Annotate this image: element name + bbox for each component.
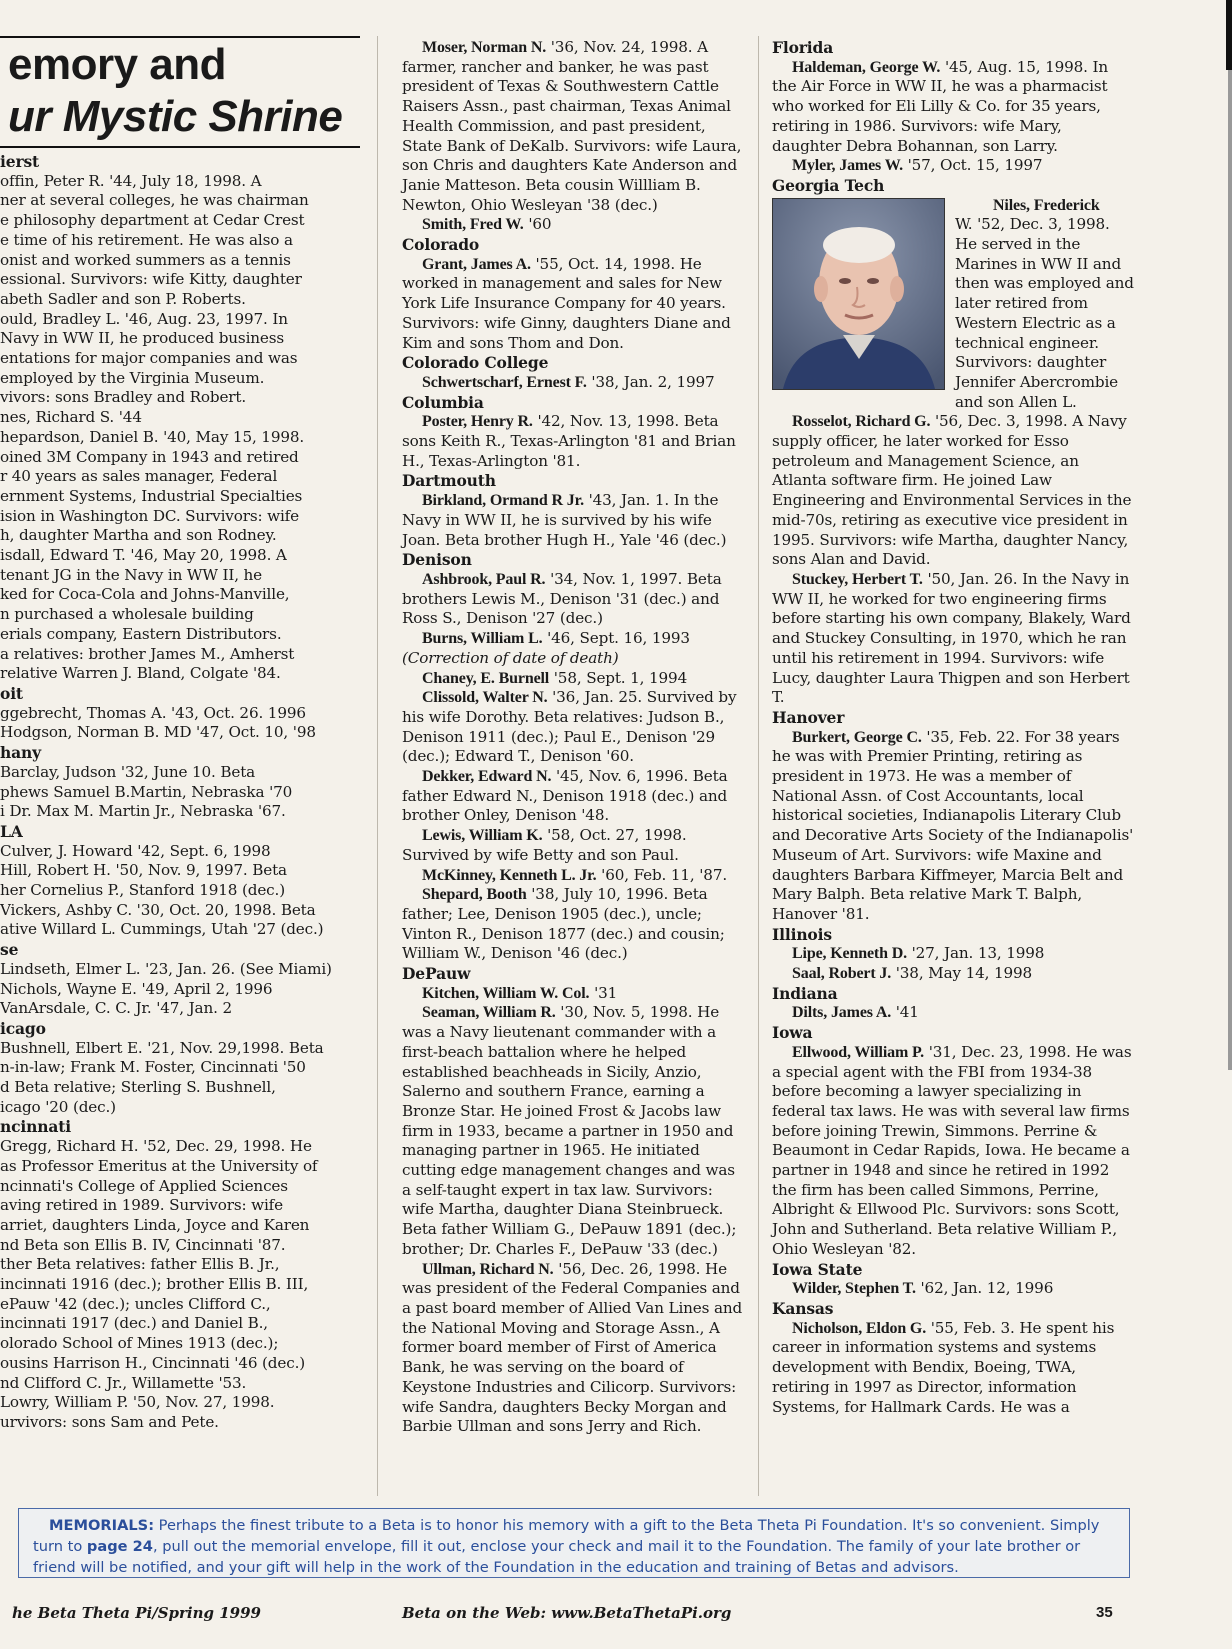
entry-name: Poster, Henry R. xyxy=(422,413,533,431)
entry-name: Rosselot, Richard G. xyxy=(792,413,931,431)
cropped-line: abeth Sadler and son P. Roberts. xyxy=(0,289,246,308)
footer-web: Beta on the Web: www.BetaThetaPi.org xyxy=(402,1604,732,1622)
entry-name: Burkert, George C. xyxy=(792,728,922,746)
entry-name: Haldeman, George W. xyxy=(792,58,941,76)
cropped-line: offin, Peter R. '44, July 18, 1998. A xyxy=(0,171,262,190)
obituary-entry xyxy=(772,1043,1134,1260)
header-title-line1: emory and xyxy=(8,40,227,89)
header-rule-bottom xyxy=(0,146,360,148)
section-heading: Iowa State xyxy=(772,1259,863,1279)
cropped-line: i Dr. Max M. Martin Jr., Nebraska '67. xyxy=(0,802,286,821)
entry-name: Smith, Fred W. xyxy=(422,216,524,234)
cropped-line: Vickers, Ashby C. '30, Oct. 20, 1998. Beta xyxy=(0,900,316,919)
obituary-entry xyxy=(772,1003,1134,1023)
cropped-line: ncinnati's College of Applied Sciences xyxy=(0,1176,288,1195)
entry-text: '60, Feb. 11, '87. xyxy=(596,865,728,884)
section-heading: Florida xyxy=(772,38,834,57)
section-heading: Columbia xyxy=(402,392,484,412)
section-heading: Colorado xyxy=(402,235,480,255)
memorial-page-ref: page 24 xyxy=(86,1538,153,1555)
entry-text: '43, Jan. 1. In the Navy in WW II, he is survived by his wife Joan. Beta brother Hugh H., Yale '46 (dec.) xyxy=(402,491,727,549)
entry-name: Grant, James A. xyxy=(422,255,531,273)
cropped-line: employed by the Virginia Museum. xyxy=(0,368,265,387)
memorial-text-1: Perhaps the finest tribute to a Beta is to honor his memory with a gift to the Beta Theta Pi Foundation. It's so convenient. Simply turn to xyxy=(33,1517,1100,1555)
column-3 xyxy=(772,38,1134,1417)
entry-name: Birkland, Ormand R Jr. xyxy=(422,492,584,510)
obituary-entry xyxy=(402,215,746,235)
cropped-line: a relatives: brother James M., Amherst xyxy=(0,644,295,663)
cropped-line: n-in-law; Frank M. Foster, Cincinnati '50 xyxy=(0,1058,306,1077)
cropped-line: ner at several colleges, he was chairman xyxy=(0,191,309,210)
obituary-entry xyxy=(402,1260,746,1437)
cropped-line: ernment Systems, Industrial Specialties xyxy=(0,486,303,505)
entry-name: Clissold, Walter N. xyxy=(422,689,548,707)
entry-text: '57, Oct. 15, 1997 xyxy=(902,156,1043,175)
entry-name: Stuckey, Herbert T. xyxy=(792,570,923,588)
entry-text: '30, Nov. 5, 1998. He was a Navy lieutenant commander with a first-beach battalion where he helped established beachheads in Sicily, Anzio, Salerno and southern France, earning a Bronze Star. He joined Frost & Jacobs law firm in 1933, became a partner in 1950 and managing partner in 1965. He initiated cutting edge management changes and was a self-taught expert in tax law. Survivors: wife Martha, daughter Diana Steinbrueck. Beta father William G., DePauw 1891 (dec.); brother; Dr. Charles F., DePauw '33 (dec.) xyxy=(402,1003,737,1258)
obituary-entry xyxy=(402,629,746,649)
obituary-entry xyxy=(402,570,746,629)
section-heading: Indiana xyxy=(772,983,838,1003)
column-3-top xyxy=(772,38,1134,196)
footer-publication: he Beta Theta Pi/Spring 1999 xyxy=(12,1604,261,1622)
section-heading: DePauw xyxy=(402,964,471,984)
cropped-line: urvivors: sons Sam and Pete. xyxy=(0,1413,219,1431)
cropped-line: tenant JG in the Navy in WW II, he xyxy=(0,565,263,584)
portrait-photo xyxy=(772,198,945,390)
cropped-line: Bushnell, Elbert E. '21, Nov. 29,1998. Beta xyxy=(0,1038,324,1057)
entry-text: '55, Feb. 3. He spent his career in information systems and systems development with Bendix, Boeing, TWA, retiring in 1997 as Director, information Systems, for Hallmark Cards. He was a xyxy=(772,1318,1115,1416)
obituary-entry xyxy=(772,156,1134,176)
column-divider xyxy=(758,36,759,1496)
cropped-line: her Cornelius P., Stanford 1918 (dec.) xyxy=(0,881,285,900)
cropped-line: erials company, Eastern Distributors. xyxy=(0,624,282,643)
obituary-entry xyxy=(402,1003,746,1259)
obituary-entry xyxy=(772,412,1134,570)
entry-name: Lewis, William K. xyxy=(422,827,543,845)
entry-text: '55, Oct. 14, 1998. He worked in management and sales for New York Life Insurance Company for 40 years. Survivors: wife Ginny, daughters Diane and Kim and sons Thom and Don. xyxy=(402,254,731,352)
cropped-line: entations for major companies and was xyxy=(0,349,298,368)
entry-text: '38, Jan. 2, 1997 xyxy=(586,372,715,391)
entry-text: '62, Jan. 12, 1996 xyxy=(915,1279,1054,1298)
obituary-entry xyxy=(402,866,746,886)
entry-text: '42, Nov. 13, 1998. Beta sons Keith R., Texas-Arlington '81 and Brian H., Texas-Arlington '81. xyxy=(402,412,736,470)
cropped-line: ther Beta relatives: father Ellis B. Jr., xyxy=(0,1255,280,1274)
cropped-line: hepardson, Daniel B. '40, May 15, 1998. xyxy=(0,427,305,446)
cropped-line: Culver, J. Howard '42, Sept. 6, 1998 xyxy=(0,841,271,860)
obituary-entry xyxy=(772,944,1134,964)
entry-text: '58, Sept. 1, 1994 xyxy=(549,668,688,687)
cropped-line: e time of his retirement. He was also a xyxy=(0,230,293,249)
section-heading: Colorado College xyxy=(402,353,549,373)
cropped-line: as Professor Emeritus at the University of xyxy=(0,1156,318,1175)
entry-name: Lipe, Kenneth D. xyxy=(792,945,907,963)
obituary-entry xyxy=(402,984,746,1004)
cropped-line: Gregg, Richard H. '52, Dec. 29, 1998. He xyxy=(0,1137,312,1156)
obituary-entry xyxy=(402,885,746,964)
cropped-line: ousins Harrison H., Cincinnati '46 (dec.) xyxy=(0,1353,306,1372)
obituary-entry xyxy=(772,570,1134,708)
entry-text: '38, July 10, 1996. Beta father; Lee, Denison 1905 (dec.), uncle; Vinton R., Denison 1877 (dec.) and cousin; William W., Denison '46 (dec.) xyxy=(402,885,725,963)
entry-text: '31 xyxy=(589,983,618,1002)
page-number: 35 xyxy=(1096,1604,1113,1621)
entry-text: '46, Sept. 16, 1993 xyxy=(542,629,690,648)
entry-name: Seaman, William R. xyxy=(422,1004,556,1022)
section-heading: Iowa xyxy=(772,1023,813,1043)
cropped-line: ggebrecht, Thomas A. '43, Oct. 26. 1996 xyxy=(0,703,306,722)
cropped-line: e philosophy department at Cedar Crest xyxy=(0,211,305,230)
obituary-entry xyxy=(772,1319,1134,1418)
entry-note: (Correction of date of death) xyxy=(402,648,619,667)
obituary-entry xyxy=(402,826,746,865)
cropped-line: d Beta relative; Sterling S. Bushnell, xyxy=(0,1078,276,1097)
entry-name: Shepard, Booth xyxy=(422,886,527,904)
cropped-line: nd Clifford C. Jr., Willamette '53. xyxy=(0,1373,247,1392)
obituary-entry xyxy=(402,373,746,393)
entry-name: Schwertscharf, Ernest F. xyxy=(422,373,587,391)
section-heading: Illinois xyxy=(772,924,832,944)
cropped-line: ould, Bradley L. '46, Aug. 23, 1997. In xyxy=(0,309,288,328)
cropped-line: n purchased a wholesale building xyxy=(0,605,254,624)
column-divider xyxy=(377,36,378,1496)
cropped-line: Navy in WW II, he produced business xyxy=(0,329,285,348)
obituary-entry xyxy=(402,688,746,767)
entry-name: Myler, James W. xyxy=(792,157,903,175)
cropped-line: VanArsdale, C. C. Jr. '47, Jan. 2 xyxy=(0,999,232,1018)
section-heading: oit xyxy=(0,683,23,703)
entry-name: Chaney, E. Burnell xyxy=(422,669,550,687)
entry-name: Wilder, Stephen T. xyxy=(792,1280,916,1298)
cropped-line: oined 3M Company in 1943 and retired xyxy=(0,447,299,466)
entry-name: Saal, Robert J. xyxy=(792,965,892,983)
cropped-line: onist and worked summers as a tennis xyxy=(0,250,291,269)
section-heading: se xyxy=(0,940,19,960)
header-title-line2: ur Mystic Shrine xyxy=(8,92,343,141)
entry-text: '27, Jan. 13, 1998 xyxy=(906,944,1045,963)
cropped-line: icago '20 (dec.) xyxy=(0,1097,116,1116)
cropped-line: isdall, Edward T. '46, May 20, 1998. A xyxy=(0,546,287,565)
entry-text: '45, Aug. 15, 1998. In the Air Force in WW II, he was a pharmacist who worked for Eli Lilly & Co. for 35 years, retiring in 1986. Survivors: wife Mary, daughter Debra Bohannan, son Larry. xyxy=(772,57,1108,155)
cropped-line: ision in Washington DC. Survivors: wife xyxy=(0,506,299,525)
entry-name: Dilts, James A. xyxy=(792,1004,892,1022)
entry-text: '41 xyxy=(891,1003,919,1022)
page-edge-shadow xyxy=(1228,70,1232,1070)
entry-name: McKinney, Kenneth L. Jr. xyxy=(422,866,597,884)
entry-name: Nicholson, Eldon G. xyxy=(792,1319,927,1337)
column-1 xyxy=(0,152,362,1433)
cropped-line: Nichols, Wayne E. '49, April 2, 1996 xyxy=(0,979,273,998)
entry-text: '60 xyxy=(523,215,552,234)
header-rule-top xyxy=(0,36,360,38)
cropped-line: phews Samuel B.Martin, Nebraska '70 xyxy=(0,782,293,801)
cropped-line: olorado School of Mines 1913 (dec.); xyxy=(0,1334,279,1353)
obituary-entry xyxy=(772,58,1134,157)
entry-text: '45, Nov. 6, 1996. Beta father Edward N., Denison 1918 (dec.) and brother Onley, Denison '48. xyxy=(402,767,728,825)
portrait-photo-icon xyxy=(773,199,944,389)
entry-text: '36, Jan. 25. Survived by his wife Dorothy. Beta relatives: Judson B., Denison 1911 (dec.); Paul E., Denison '29 (dec.); Edward T., Denison '60. xyxy=(402,688,737,766)
cropped-line: essional. Survivors: wife Kitty, daughter xyxy=(0,270,302,289)
obituary-entry xyxy=(772,728,1134,925)
cropped-line: ked for Coca-Cola and Johns-Manville, xyxy=(0,585,290,604)
section-heading: Georgia Tech xyxy=(772,175,885,195)
entry-name: Ullman, Richard N. xyxy=(422,1260,554,1278)
cropped-line: relative Warren J. Bland, Colgate '84. xyxy=(0,664,281,683)
entry-text: '36, Nov. 24, 1998. A farmer, rancher and banker, he was past president of Texas & Southwestern Cattle Raisers Assn., past chairman, Texas Animal Health Commission, and past president, State Bank of DeKalb. Survivors: wife Laura, son Chris and daughters Kate Anderson and Janie Matteson. Beta cousin Willliam B. Newton, Ohio Wesleyan '38 (dec.) xyxy=(402,38,742,214)
entry-text: '34, Nov. 1, 1997. Beta brothers Lewis M., Denison '31 (dec.) and Ross S., Denison '27 (dec.) xyxy=(402,569,722,628)
cropped-line: Lowry, William P. '50, Nov. 27, 1998. xyxy=(0,1393,275,1412)
cropped-line: nd Beta son Ellis B. IV, Cincinnati '87. xyxy=(0,1235,286,1254)
obituary-entry xyxy=(402,669,746,689)
entry-text: '31, Dec. 23, 1998. He was a special agent with the FBI from 1934-38 before becoming a lawyer specializing in federal tax laws. He was with several law firms before joining Trewin, Simmons. Perrine & Beaumont in Cedar Rapids, Iowa. He became a partner in 1948 and since he retired in 1992 the firm has been called Simmons, Perrine, Albright & Ellwood Plc. Survivors: sons Scott, John and Sutherland. Beta relative William P., Ohio Wesleyan '82. xyxy=(772,1042,1132,1258)
entry-name: Moser, Norman N. xyxy=(422,39,547,56)
section-heading: icago xyxy=(0,1018,46,1038)
obituary-entry xyxy=(772,964,1134,984)
cropped-line: arriet, daughters Linda, Joyce and Karen xyxy=(0,1215,310,1234)
cropped-line: incinnati 1917 (dec.) and Daniel B., xyxy=(0,1314,268,1333)
cropped-line: Barclay, Judson '32, June 10. Beta xyxy=(0,762,256,781)
cropped-line: r 40 years as sales manager, Federal xyxy=(0,467,278,486)
section-heading: ncinnati xyxy=(0,1117,72,1137)
cropped-line: ative Willard L. Cummings, Utah '27 (dec.) xyxy=(0,920,324,939)
column-3-rest xyxy=(772,412,1134,1417)
page-edge-mark xyxy=(1226,0,1232,70)
obituary-entry xyxy=(402,38,746,215)
cropped-line: Hodgson, Norman B. MD '47, Oct. 10, '98 xyxy=(0,723,316,742)
entry-text: '56, Dec. 26, 1998. He was president of the Federal Companies and a past board member of Allied Van Lines and the National Moving and Storage Assn., A former board member of First of America Bank, he was serving on the board of Keystone Industries and Cilicorp. Survivors: wife Sandra, daughters Becky Morgan and Barbie Ullman and sons Jerry and Rich. xyxy=(402,1259,743,1436)
section-heading: LA xyxy=(0,821,23,841)
photo-entry-text: W. '52, Dec. 3, 1998. He served in the Marines in WW II and then was employed and later retired from Western Electric as a technical engineer. Survivors: daughter Jennifer Abercrombie and son Allen L. xyxy=(955,215,1134,411)
cropped-line: Hill, Robert H. '50, Nov. 9, 1997. Beta xyxy=(0,861,287,880)
entry-text: '58, Oct. 27, 1998. Survived by wife Betty and son Paul. xyxy=(402,826,687,864)
section-heading: Kansas xyxy=(772,1299,834,1318)
obituary-entry xyxy=(402,491,746,550)
cropped-line: aving retired in 1989. Survivors: wife xyxy=(0,1196,283,1215)
cropped-line: ePauw '42 (dec.); uncles Clifford C., xyxy=(0,1294,271,1313)
obituary-entry xyxy=(772,1279,1134,1299)
cropped-line: Lindseth, Elmer L. '23, Jan. 26. (See Miami) xyxy=(0,959,332,978)
entry-text: '56, Dec. 3, 1998. A Navy supply officer, he later worked for Esso petroleum and Management Science, an Atlanta software firm. He joined Law Engineering and Environmental Services in the mid-70s, retiring as executive vice president in 1995. Survivors: wife Martha, daughter Nancy, sons Alan and David. xyxy=(772,412,1132,569)
entry-name: Burns, William L. xyxy=(422,630,543,648)
entry-text: '38, May 14, 1998 xyxy=(891,964,1033,983)
entry-text: '50, Jan. 26. In the Navy in WW II, he worked for two engineering firms before starting his own company, Blakely, Ward and Stuckey Consulting, in 1970, which he ran until his retirement in 1994. Survivors: wife Lucy, daughter Laura Thigpen and son Herbert T. xyxy=(772,569,1131,707)
obituary-entry xyxy=(402,767,746,826)
column-2 xyxy=(402,38,746,1437)
entry-name: Kitchen, William W. Col. xyxy=(422,984,590,1002)
section-heading: Dartmouth xyxy=(402,471,496,491)
photo-entry xyxy=(772,196,1134,413)
photo-entry-name: Niles, Frederick xyxy=(993,196,1100,214)
entry-name: Dekker, Edward N. xyxy=(422,768,552,786)
section-heading: Hanover xyxy=(772,707,845,727)
section-heading: hany xyxy=(0,743,41,763)
section-heading: Denison xyxy=(402,550,472,570)
cropped-line: nes, Richard S. '44 xyxy=(0,408,142,427)
memorial-notice xyxy=(18,1508,1130,1578)
obituary-entry xyxy=(402,255,746,354)
cropped-line: h, daughter Martha and son Rodney. xyxy=(0,526,277,545)
entry-name: Ashbrook, Paul R. xyxy=(422,570,546,588)
entry-name: Ellwood, William P. xyxy=(792,1043,925,1061)
section-heading: ierst xyxy=(0,152,40,171)
entry-text: '35, Feb. 22. For 38 years he was with Premier Printing, retiring as president in 1973. He was a member of National Assn. of Cost Accountants, local historical societies, Indianapolis Literary Club and Decorative Arts Society of the Indianapolis' Museum of Art. Survivors: wife Maxine and daughters Barbara Kiffmeyer, Marcia Belt and Mary Balph. Beta relative Mark T. Balph, Hanover '81. xyxy=(772,727,1134,923)
obituary-entry xyxy=(402,412,746,471)
cropped-line: vivors: sons Bradley and Robert. xyxy=(0,388,247,407)
cropped-line: incinnati 1916 (dec.); brother Ellis B. III, xyxy=(0,1275,309,1294)
memorial-text-2: , pull out the memorial envelope, fill it out, enclose your check and mail it to the Foundation. The family of your late brother or friend will be notified, and your gift will help in the work of the Foundation in the education and training of Betas and advisors. xyxy=(33,1538,1081,1576)
memorial-label: MEMORIALS: xyxy=(49,1517,155,1534)
